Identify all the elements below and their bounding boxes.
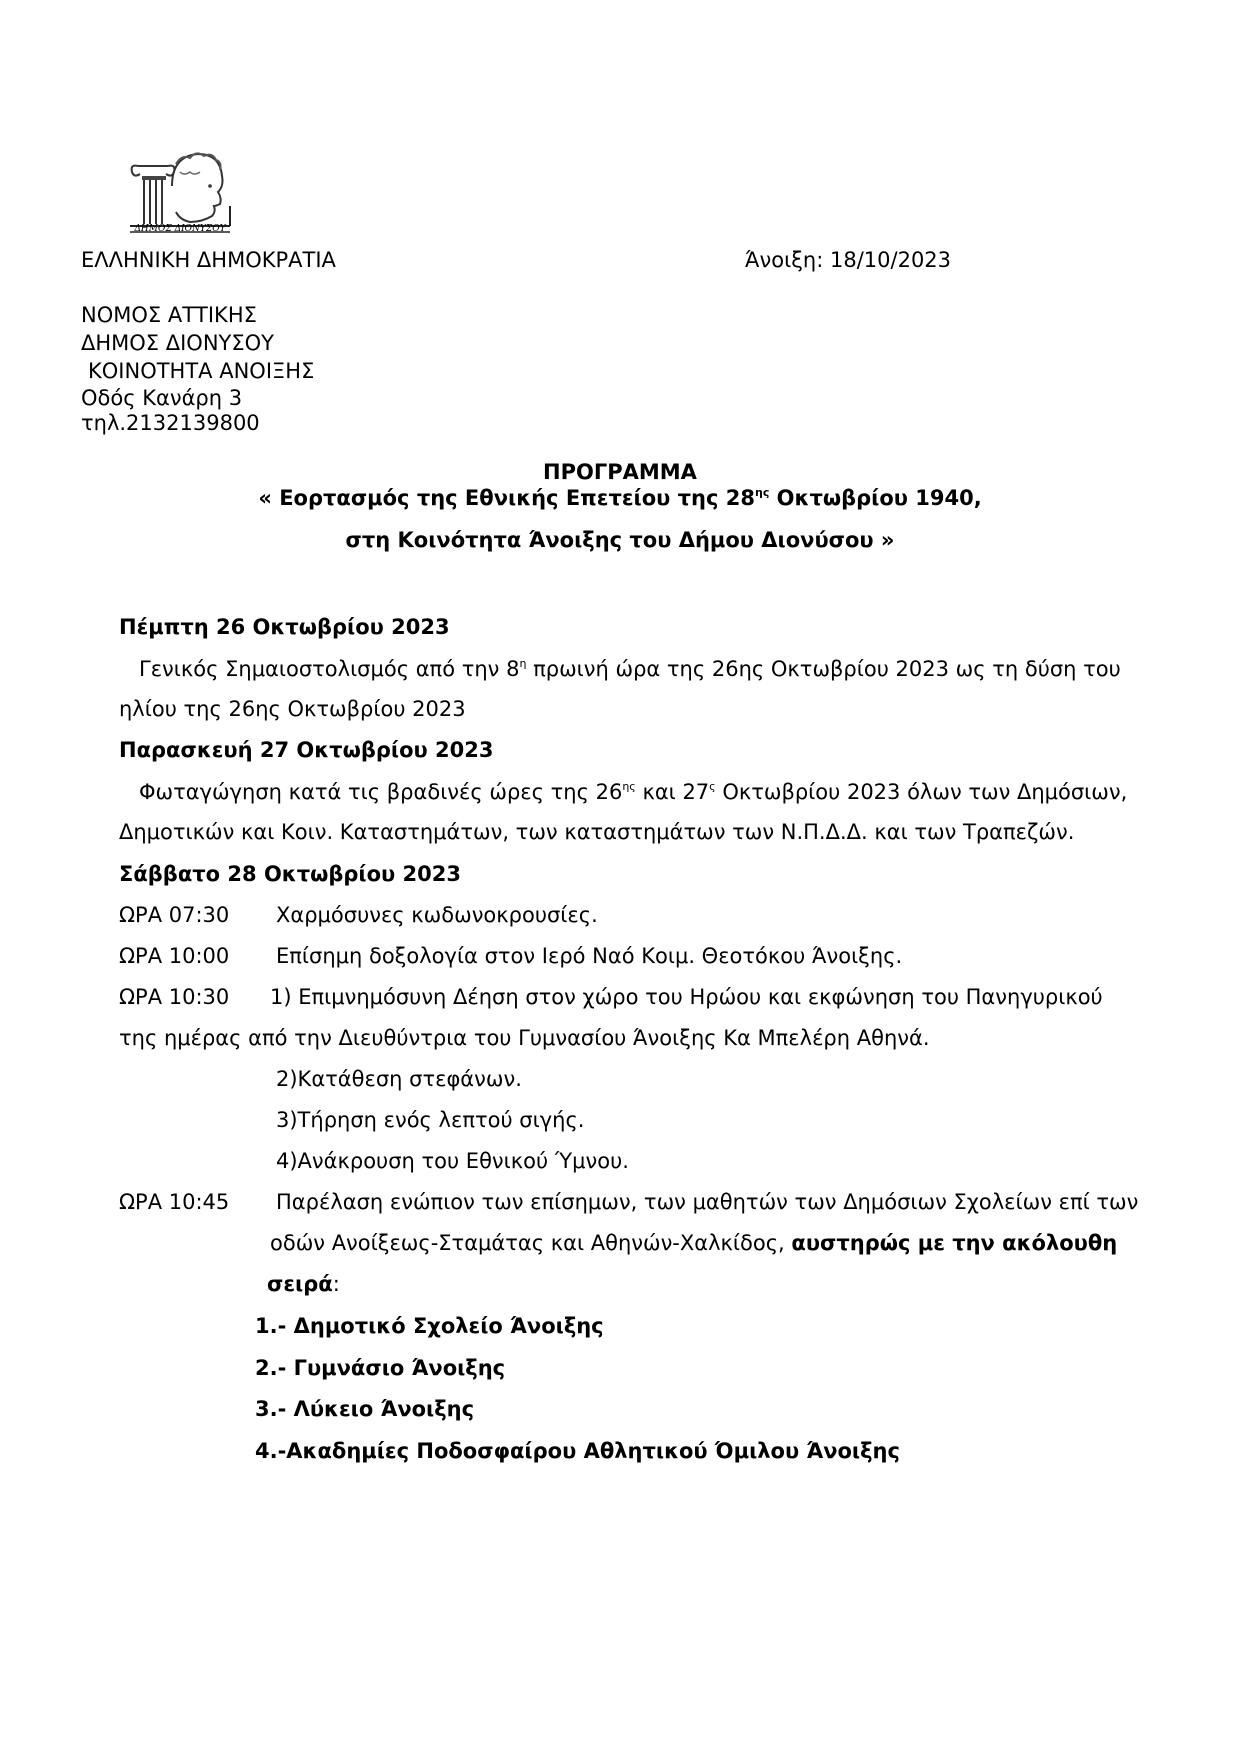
event-silence: 3)Τήρηση ενός λεπτού σιγής. — [276, 1108, 585, 1132]
event-anthem: 4)Ανάκρουση του Εθνικού Ύμνου. — [276, 1149, 629, 1173]
event-memorial: 1) Επιμνημόσυνη Δέηση στον χώρο του Ηρώου και εκφώνηση του Πανηγυρικού — [270, 985, 1103, 1009]
day2-text-part: Οκτωβρίου 2023 όλων των Δημόσιων, — [715, 780, 1128, 804]
day1-text-part: πρωινή ώρα της 26ης Οκτωβρίου 2023 ως τη δύση του — [526, 657, 1121, 681]
day2-superscript: ης — [622, 780, 636, 793]
phone-label: τηλ.2132139800 — [81, 411, 260, 435]
parade-order-item-2: 2.- Γυμνάσιο Άνοιξης — [255, 1356, 506, 1380]
program-title-line2: στη Κοινότητα Άνοιξης του Δήμου Διονύσου » — [345, 528, 895, 552]
day2-text-part: και 27 — [635, 780, 710, 804]
day2-text — [139, 780, 1127, 804]
day2-superscript: ς — [709, 780, 716, 793]
day1-heading: Πέμπτη 26 Οκτωβρίου 2023 — [119, 615, 450, 639]
day1-text-part: Γενικός Σημαιοστολισμός από την 8 — [139, 657, 520, 681]
event-parade-line3 — [267, 1272, 340, 1296]
program-title-line1 — [0, 486, 1240, 510]
parade-text-part: οδών Ανοίξεως-Σταμάτας και Αθηνών-Χαλκίδος, — [270, 1231, 792, 1255]
time-0730: ΩΡΑ 07:30 — [119, 903, 230, 927]
title-superscript: ης — [755, 486, 770, 499]
title-text: Οκτωβρίου 1940, — [769, 486, 982, 510]
municipality-logo — [128, 146, 232, 236]
event-memorial-line2: της ημέρας από την Διευθύντρια του Γυμνασίου Άνοιξης Κα Μπελέρη Αθηνά. — [119, 1026, 930, 1050]
day1-text — [139, 657, 1121, 681]
day2-heading: Παρασκευή 27 Οκτωβρίου 2023 — [119, 738, 494, 762]
event-bells: Χαρμόσυνες κωδωνοκρουσίες. — [276, 903, 598, 927]
title-text: « Εορτασμός της Εθνικής Επετείου της 28 — [258, 486, 755, 510]
municipality-label: ΔΗΜΟΣ ΔΙΟΝΥΣΟΥ — [81, 331, 274, 355]
program-heading: ΠΡΟΓΡΑΜΜΑ — [543, 460, 697, 484]
day1-text-line2: ηλίου της 26ης Οκτωβρίου 2023 — [119, 697, 466, 721]
community-label: ΚΟΙΝΟΤΗΤΑ ΑΝΟΙΞΗΣ — [88, 359, 315, 383]
address-label: Οδός Κανάρη 3 — [81, 386, 243, 410]
prefecture-label: ΝΟΜΟΣ ΑΤΤΙΚΗΣ — [81, 303, 257, 327]
time-1030: ΩΡΑ 10:30 — [119, 985, 230, 1009]
event-doxology: Επίσημη δοξολογία στον Ιερό Ναό Κοιμ. Θεοτόκου Άνοιξης. — [276, 944, 903, 968]
event-wreaths: 2)Κατάθεση στεφάνων. — [276, 1067, 522, 1091]
parade-text-part: : — [332, 1272, 340, 1296]
event-parade: Παρέλαση ενώπιον των επίσημων, των μαθητών των Δημόσιων Σχολείων επί των — [276, 1190, 1139, 1214]
parade-order-item-1: 1.- Δημοτικό Σχολείο Άνοιξης — [255, 1314, 604, 1338]
day2-text-part: Φωταγώγηση κατά τις βραδινές ώρες της 26 — [139, 780, 623, 804]
logo-caption: ΔΗΜΟΣ ΔΙΟΝΥΣΟΥ — [134, 224, 226, 234]
republic-label: ΕΛΛΗΝΙΚΗ ΔΗΜΟΚΡΑΤΙΑ — [81, 248, 336, 272]
document-date: Άνοιξη: 18/10/2023 — [745, 248, 952, 272]
day2-text-line2: Δημοτικών και Κοιν. Καταστημάτων, των καταστημάτων των Ν.Π.Δ.Δ. και των Τραπεζών. — [119, 820, 1075, 844]
parade-text-bold: σειρά — [267, 1272, 333, 1296]
time-1045: ΩΡΑ 10:45 — [119, 1190, 230, 1214]
day1-superscript: η — [519, 657, 527, 670]
parade-order-item-4: 4.-Ακαδημίες Ποδοσφαίρου Αθλητικού Όμιλου Άνοιξης — [255, 1439, 900, 1463]
day3-heading: Σάββατο 28 Οκτωβρίου 2023 — [119, 862, 461, 886]
parade-text-bold: αυστηρώς με την ακόλουθη — [791, 1231, 1118, 1255]
parade-order-item-3: 3.- Λύκειο Άνοιξης — [255, 1397, 475, 1421]
event-parade-line2 — [270, 1231, 1117, 1255]
time-1000: ΩΡΑ 10:00 — [119, 944, 230, 968]
